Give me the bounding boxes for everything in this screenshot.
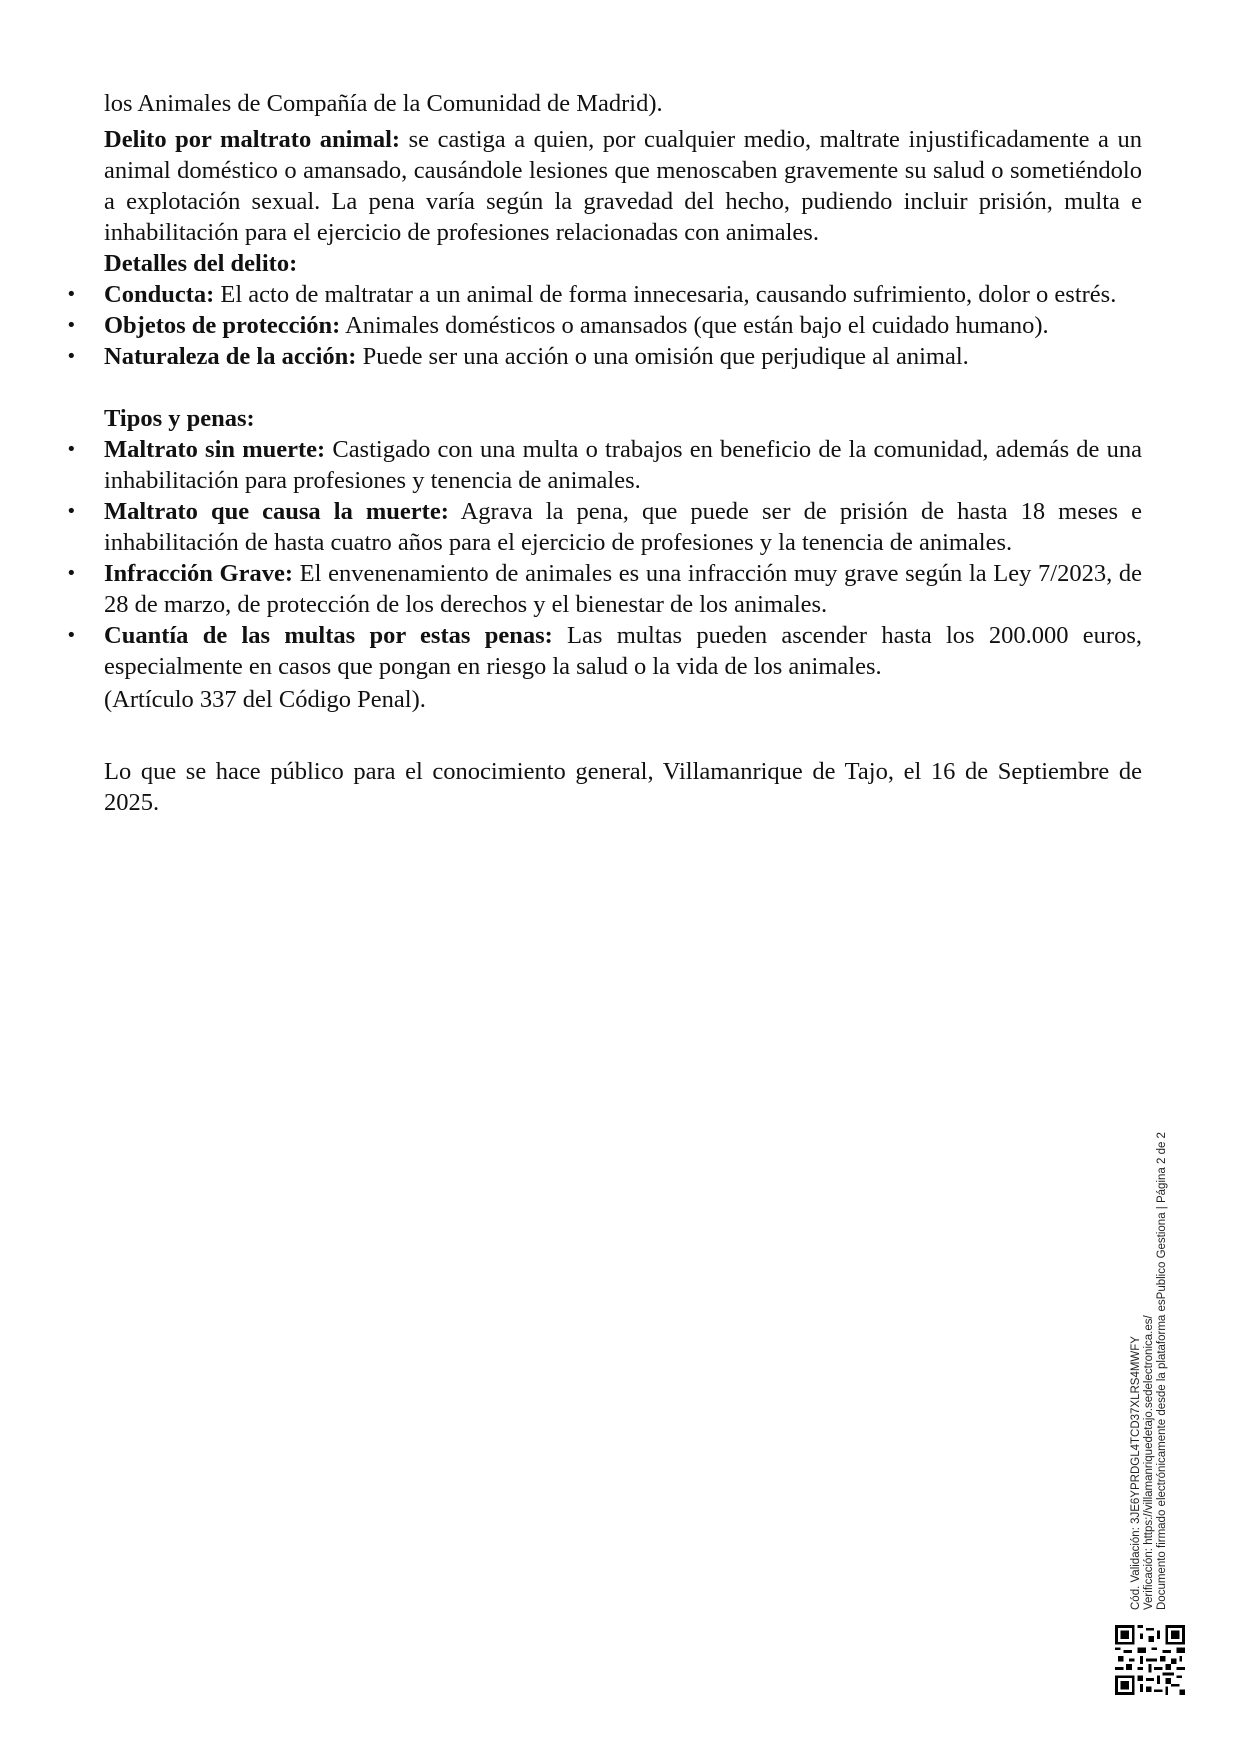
detalles-heading: Detalles del delito: (104, 250, 298, 277)
list-item: • Maltrato sin muerte: Castigado con una multa o trabajos en beneficio de la comunidad, además de una inhabilitación para profesiones y tenencia de animales. (104, 434, 1142, 496)
intro-line: los Animales de Compañía de la Comunidad de Madrid). (104, 90, 663, 117)
list-item: • Objetos de protección: Animales domésticos o amansados (que están bajo el cuidado humano). (104, 310, 1142, 341)
tipos-heading: Tipos y penas: (104, 405, 255, 432)
detalles-list (104, 279, 1142, 372)
list-item: • Infracción Grave: El envenenamiento de animales es una infracción muy grave según la Ley 7/2023, de 28 de marzo, de protección de los derechos y el bienestar de los animales. (104, 558, 1142, 620)
delito-title: Delito por maltrato animal: (104, 126, 401, 153)
validation-code: Cód. Validación: 3JE6YPRDGL4TCD37XLRS4MWFY (1130, 1336, 1142, 1610)
list-item: • Maltrato que causa la muerte: Agrava la pena, que puede ser de prisión de hasta 18 meses e inhabilitación de hasta cuatro años para el ejercicio de profesiones y la tenencia de animales. (104, 496, 1142, 558)
article-reference: (Artículo 337 del Código Penal). (104, 686, 426, 713)
closing-paragraph: Lo que se hace público para el conocimiento general, Villamanrique de Tajo, el 16 de Septiembre de 2025. (104, 758, 1142, 816)
verification-url[interactable]: Verificación: https://villamanriquedetajo.sedelectronica.es/ (1143, 1315, 1155, 1610)
delito-paragraph (104, 124, 1142, 248)
document-body (104, 88, 1142, 818)
qr-code-icon (1115, 1625, 1185, 1695)
validation-stamp (1130, 1090, 1190, 1610)
delito-text: se castiga a quien, por cualquier medio, maltrate injustificadamente a un animal doméstico o amansado, causándole lesiones que menoscaben gravemente su salud o sometiéndolo a explotación sexual. La pena varía según la gravedad del hecho, pudiendo incluir prisión, multa e inhabilitación para el ejercicio de profesiones relacionadas con animales. (104, 126, 1142, 246)
list-item: • Naturaleza de la acción: Puede ser una acción o una omisión que perjudique al animal. (104, 341, 1142, 372)
list-item: • Cuantía de las multas por estas penas: Las multas pueden ascender hasta los 200.000 euros, especialmente en casos que pongan en riesgo la salud o la vida de los animales. (104, 620, 1142, 682)
tipos-list (104, 434, 1142, 682)
signature-note: Documento firmado electrónicamente desde la plataforma esPublico Gestiona | Página 2 de 2 (1156, 1132, 1168, 1610)
list-item: • Conducta: El acto de maltratar a un animal de forma innecesaria, causando sufrimiento, dolor o estrés. (104, 279, 1142, 310)
